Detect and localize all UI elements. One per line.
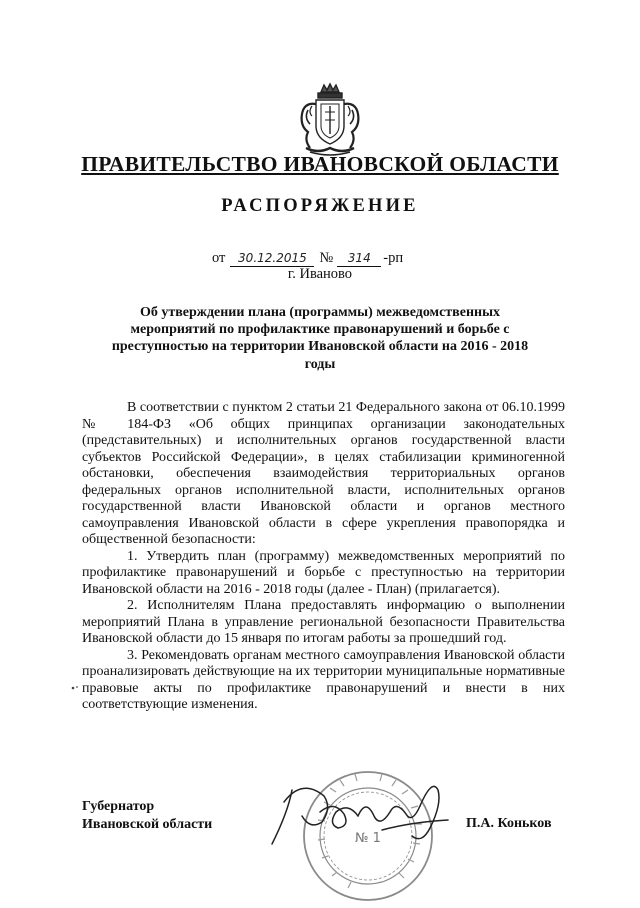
signatory-position-line2: Ивановской области bbox=[82, 817, 213, 832]
coat-of-arms-icon bbox=[294, 82, 366, 156]
number-suffix: -рп bbox=[383, 250, 404, 266]
seal-number: № 1 bbox=[355, 831, 381, 846]
signatory-position bbox=[82, 798, 212, 834]
registration-line bbox=[212, 250, 403, 267]
document-subject: Об утверждении плана (программы) межведомственных мероприятий по профилактике правонарушений и борьбе с преступностью на территории Ивановской области на 2016 - 2018 годы bbox=[111, 305, 529, 372]
date-value: 30.12.2015 bbox=[230, 251, 314, 267]
signatory-name: П.А. Коньков bbox=[466, 816, 552, 831]
city: г. Иваново bbox=[287, 266, 353, 282]
document-body bbox=[82, 400, 565, 714]
handwritten-signature bbox=[262, 772, 462, 852]
number-value: 314 bbox=[337, 251, 381, 267]
ink-speck bbox=[70, 685, 80, 691]
signatory-position-line1: Губернатор bbox=[82, 799, 155, 814]
list-item: 1. Утвердить план (программу) межведомственных мероприятий по профилактике правонарушений и борьбе с преступностью на территории Ивановской области на 2016 - 2018 годы (далее - План) (прилагается). bbox=[82, 548, 565, 597]
document-type: РАСПОРЯЖЕНИЕ bbox=[221, 196, 419, 216]
date-prefix: от bbox=[212, 250, 226, 266]
number-sign: № bbox=[319, 250, 334, 266]
organization-title: ПРАВИТЕЛЬСТВО ИВАНОВСКОЙ ОБЛАСТИ bbox=[81, 152, 559, 176]
list-item: 2. Исполнителям Плана предоставлять информацию о выполнении мероприятий Плана в управление региональной безопасности Правительства Ивановской области до 15 января по итогам работы за прошедший год. bbox=[82, 598, 565, 646]
list-item: 3. Рекомендовать органам местного самоуправления Ивановской области проанализировать действующие на их территории муниципальные нормативные правовые акты по профилактике правонарушений и внести в них соответствующие изменения. bbox=[82, 647, 565, 712]
preamble: В соответствии с пунктом 2 статьи 21 Федерального закона от 06.10.1999 № 184-ФЗ «Об общих принципах организации законодательных (представительных) и исполнительных органов государственной власти субъектов Российской Федерации», в целях стабилизации криминогенной обстановки, обеспечения взаимодействия территориальных органов федеральных органов исполнительной власти, исполнительных органов государственной власти Ивановской области и органов местного самоуправления Ивановской области в сфере укрепления правопорядка и общественной безопасности: bbox=[82, 400, 565, 547]
